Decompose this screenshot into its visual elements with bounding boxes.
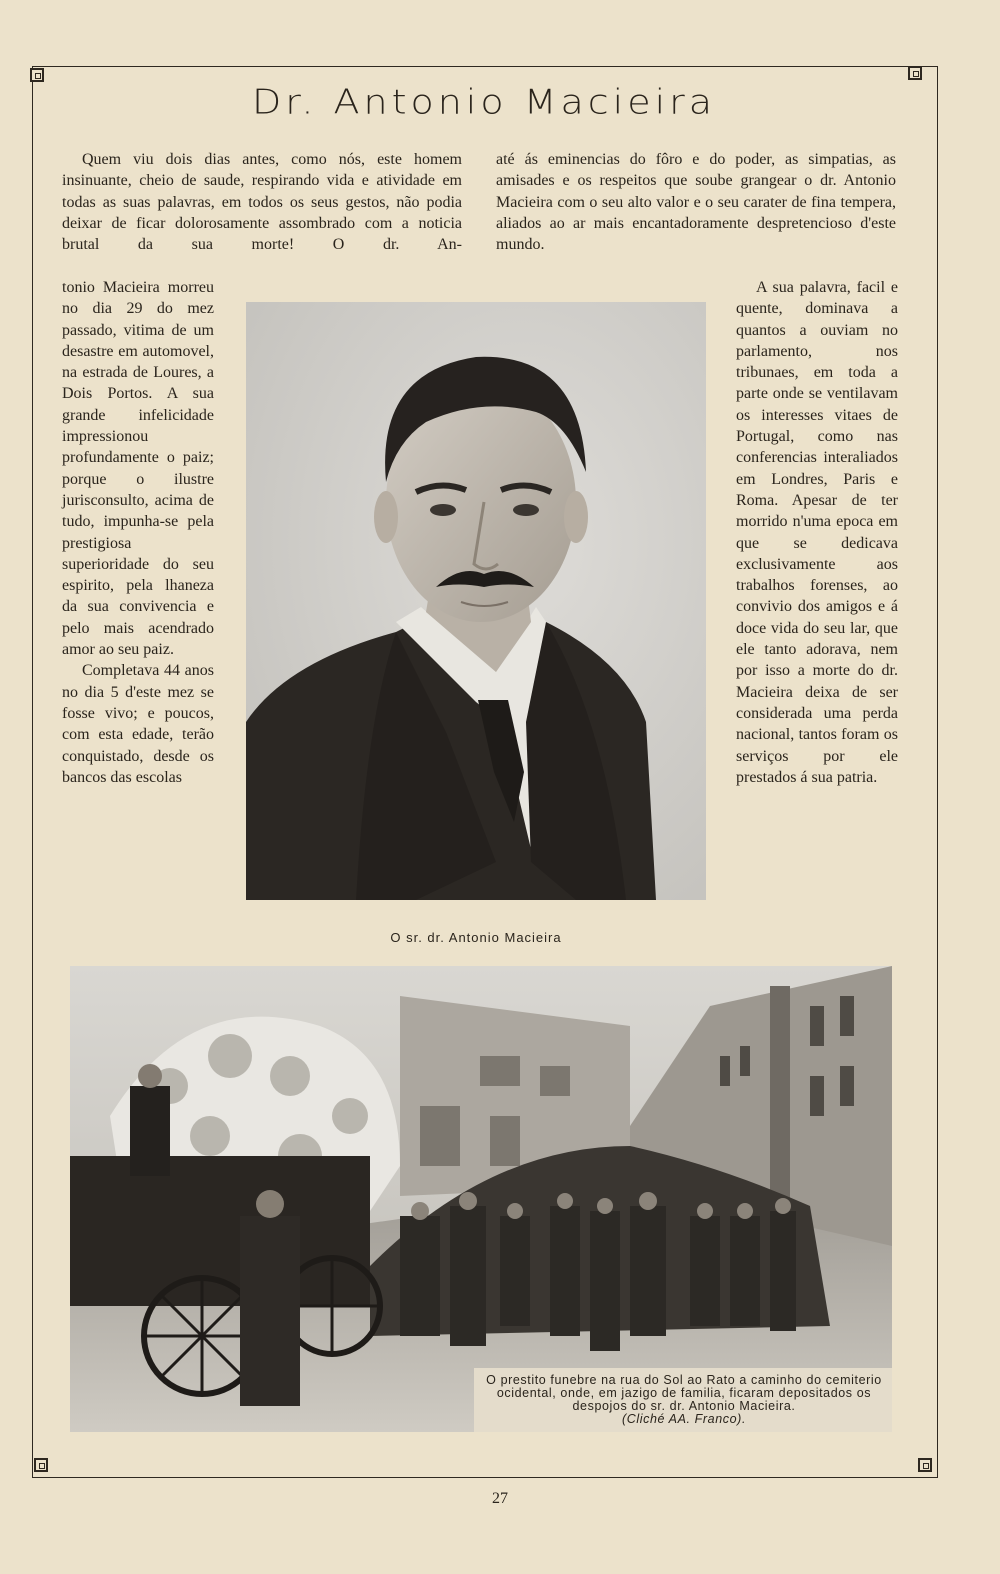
article-text-left-narrow: [62, 277, 214, 788]
funeral-procession-illustration: [70, 966, 892, 1432]
corner-ornament-top-left: [30, 68, 44, 82]
paragraph: A sua palavra, facil e quente, dominava a quantos a ouviam no parlamento, nos tribunaes, em toda a parte onde se ventilavam os interesses vitaes de Portugal, como nas conferencias interaliados em Londres, Paris e Roma. Apesar de ter morrido n'uma epoca em que se dedicava exclusivamente aos trabalhos forenses, ao convivio dos amigos e á doce vida do seu lar, que ele tanto adorava, nem por isso a morte do dr. Macieira deixa de ser considerada uma perda nacional, tantos foram os serviços por ele prestados á sua patria.: [736, 279, 898, 786]
article-text-left-top: [62, 149, 462, 255]
caption-text: O prestito funebre na rua do Sol ao Rato a caminho do cemiterio ocidental, onde, em jazigo de familia, ficaram depositados os despojos do sr. dr. Antonio Macieira.: [486, 1373, 882, 1413]
corner-ornament-bottom-right: [918, 1458, 932, 1472]
photo-credit: (Cliché AA. Franco).: [621, 1412, 747, 1426]
paragraph: Completava 44 anos no dia 5 d'este mez se fosse vivo; e poucos, com esta edade, terão conquistado, desde os bancos das escolas: [62, 662, 214, 786]
funeral-procession-photo: [70, 966, 892, 1432]
corner-ornament-bottom-left: [34, 1458, 48, 1472]
page-number: 27: [492, 1490, 508, 1507]
paragraph: Quem viu dois dias antes, como nós, este homem insinuante, cheio de saude, respirando vida e atividade em todas as suas palavras, em todos os seus gestos, não podia deixar de ficar dolorosamente assombrado com a noticia brutal da sua morte! O dr. An-: [62, 151, 462, 254]
paragraph: até ás eminencias do fôro e do poder, as simpatias, as amisades e os respeitos que soube grangear o dr. Antonio Macieira com o seu alto valor e o seu carater de fina tempera, aliados ao ar mais encantadoramente despretencioso d'este mundo.: [496, 151, 896, 254]
portrait-photo: [246, 302, 706, 900]
portrait-caption: O sr. dr. Antonio Macieira: [390, 930, 562, 945]
portrait-illustration: [246, 302, 706, 900]
article-text-right-top: [496, 149, 896, 255]
funeral-photo-caption: [474, 1368, 892, 1432]
corner-ornament-top-right: [908, 66, 922, 80]
article-text-right-narrow: [736, 277, 898, 788]
article-title: Dr. Antonio Macieira: [251, 82, 717, 122]
paragraph: tonio Macieira morreu no dia 29 do mez passado, vitima de um desastre em automovel, na estrada de Loures, a Dois Portos. A sua grande infelicidade impressionou profundamente o paiz; porque o ilustre jurisconsulto, acima de tudo, impunha-se pela prestigiosa superioridade do seu espirito, pela lhaneza da sua convivencia e pelo mais acendrado amor ao seu paiz.: [62, 279, 214, 659]
